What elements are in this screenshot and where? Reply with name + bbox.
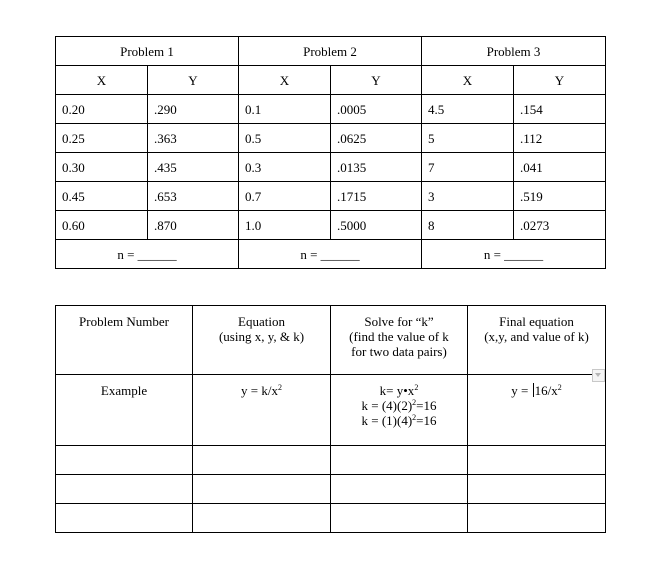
- blank-cell[interactable]: [56, 475, 193, 504]
- equation-table: [55, 305, 606, 533]
- blank-cell[interactable]: [331, 504, 468, 533]
- table-row: [56, 95, 606, 124]
- final-equation-header: Final equation (x,y, and value of k): [468, 306, 606, 375]
- blank-row: [56, 504, 606, 533]
- table-cell[interactable]: .363: [148, 124, 239, 153]
- n-row: [56, 240, 606, 269]
- table-cell[interactable]: 0.7: [239, 182, 331, 211]
- table-cell[interactable]: 8: [422, 211, 514, 240]
- blank-cell[interactable]: [331, 446, 468, 475]
- table-cell[interactable]: .041: [514, 153, 606, 182]
- table-cell[interactable]: .5000: [331, 211, 422, 240]
- table-cell[interactable]: .435: [148, 153, 239, 182]
- table-cell[interactable]: .653: [148, 182, 239, 211]
- y-header: Y: [514, 66, 606, 95]
- data-table: [55, 36, 606, 269]
- example-final-equation[interactable]: $y = 16/x^2$: [468, 375, 606, 446]
- table-row: [56, 211, 606, 240]
- equation-header: Equation (using x, y, & k): [193, 306, 331, 375]
- blank-row: [56, 475, 606, 504]
- n-blank-problem-3[interactable]: n = ______: [422, 240, 606, 269]
- table-cell[interactable]: 1.0: [239, 211, 331, 240]
- table-cell[interactable]: 7: [422, 153, 514, 182]
- table-cell[interactable]: 0.45: [56, 182, 148, 211]
- table-cell[interactable]: .519: [514, 182, 606, 211]
- table-cell[interactable]: 0.5: [239, 124, 331, 153]
- blank-row: [56, 446, 606, 475]
- table-cell[interactable]: 0.60: [56, 211, 148, 240]
- blank-cell[interactable]: [56, 446, 193, 475]
- x-header: X: [56, 66, 148, 95]
- problem-header-row: [56, 37, 606, 66]
- problem-2-header: Problem 2: [239, 37, 422, 66]
- table-cell[interactable]: .0273: [514, 211, 606, 240]
- y-header: Y: [331, 66, 422, 95]
- x-header: X: [239, 66, 331, 95]
- example-equation[interactable]: $y = k/x^2$: [193, 375, 331, 446]
- blank-cell[interactable]: [331, 475, 468, 504]
- table-cell[interactable]: 0.25: [56, 124, 148, 153]
- table-cell[interactable]: .0625: [331, 124, 422, 153]
- example-solve[interactable]: $k= y•x^2$ $k = (4)(2)^2=16$ $k = (1)(4)^2=16$: [331, 375, 468, 446]
- problem-3-header: Problem 3: [422, 37, 606, 66]
- table-row: [56, 153, 606, 182]
- table-row: [56, 182, 606, 211]
- table-cell[interactable]: 0.20: [56, 95, 148, 124]
- blank-cell[interactable]: [468, 446, 606, 475]
- x-header: X: [422, 66, 514, 95]
- table-cell[interactable]: 3: [422, 182, 514, 211]
- autocorrect-dropdown-icon[interactable]: [592, 369, 605, 382]
- text-cursor: [533, 383, 534, 397]
- equation-header-row: [56, 306, 606, 375]
- blank-cell[interactable]: [468, 475, 606, 504]
- table-cell[interactable]: 4.5: [422, 95, 514, 124]
- table-cell[interactable]: .112: [514, 124, 606, 153]
- table-cell[interactable]: 0.30: [56, 153, 148, 182]
- blank-cell[interactable]: [56, 504, 193, 533]
- table-row: [56, 124, 606, 153]
- example-row: [56, 375, 606, 446]
- table-cell[interactable]: 0.1: [239, 95, 331, 124]
- blank-cell[interactable]: [193, 475, 331, 504]
- blank-cell[interactable]: [193, 504, 331, 533]
- table-cell[interactable]: .870: [148, 211, 239, 240]
- table-cell[interactable]: .1715: [331, 182, 422, 211]
- table-cell[interactable]: .290: [148, 95, 239, 124]
- n-blank-problem-2[interactable]: n = ______: [239, 240, 422, 269]
- table-cell[interactable]: 0.3: [239, 153, 331, 182]
- solve-for-k-header: Solve for “k” (find the value of k for two data pairs): [331, 306, 468, 375]
- n-blank-problem-1[interactable]: n = ______: [56, 240, 239, 269]
- blank-cell[interactable]: [193, 446, 331, 475]
- y-header: Y: [148, 66, 239, 95]
- example-label: Example: [56, 375, 193, 446]
- table-cell[interactable]: .154: [514, 95, 606, 124]
- problem-1-header: Problem 1: [56, 37, 239, 66]
- table-cell[interactable]: 5: [422, 124, 514, 153]
- table-cell[interactable]: .0135: [331, 153, 422, 182]
- xy-header-row: [56, 66, 606, 95]
- table-cell[interactable]: .0005: [331, 95, 422, 124]
- problem-number-header: Problem Number: [56, 306, 193, 375]
- blank-cell[interactable]: [468, 504, 606, 533]
